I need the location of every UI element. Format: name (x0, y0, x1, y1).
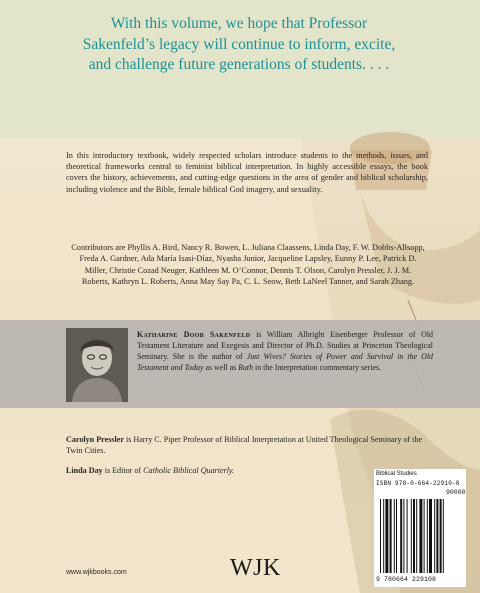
drop-letter: I (66, 151, 69, 160)
barcode-digits: 9 780664 229108 (376, 576, 437, 583)
barcode-category: Biblical Studies (376, 471, 417, 477)
bio-text-c: in the Interpretation commentary series. (253, 362, 381, 372)
quote-line-3: and challenge future generations of students. . . . (88, 56, 390, 73)
day-bio: is Editor of (102, 466, 144, 475)
bio-text-a: is William Albright Eisenberger Professor of Old Testament Literature and Exegesis and Director of Ph.D. Studies at Princeton Theological Seminary. She is the author of (137, 330, 433, 361)
author-photo (66, 328, 128, 402)
book-title-just-wives: Just Wives? Stories of Power and Survival in the Old Testament and Today (137, 351, 433, 372)
contributors-list: Contributors are Phyllis A. Bird, Nancy R. Bowen, L. Juliana Claassens, Linda Day, F. W. Dobbs-Allsopp, Freda A. Gardner, Ada María Isasi-Díaz, Nyasha Junior, Jacqueline Lapsley, Eunny P. Lee, Patrick D. Miller, Christie Cozad Neuger, Kathleen M. O’Connor, Dennis T. Olson, Carolyn Pressler, J. J. M. Roberts, Kathryn L. Roberts, Anna May Say Pa, C. L. Seow, Beth LaNeel Tanner, and Sarah Zhang. (71, 243, 425, 286)
pressler-name: Carolyn Pressler (66, 435, 124, 444)
price-code: 90000 (446, 489, 466, 496)
editor-day (66, 465, 366, 476)
barcode-bars (378, 499, 464, 575)
quote-line-2: Sakenfeld’s legacy will continue to inform, excite, (82, 35, 396, 53)
day-journal: Catholic Biblical Quarterly. (143, 466, 235, 475)
barcode-block (374, 469, 466, 587)
book-description (66, 150, 428, 195)
publisher-url[interactable]: www.wjkbooks.com (66, 569, 127, 576)
author-name: Katharine Doob Sakenfeld (137, 330, 251, 339)
pull-quote (34, 14, 444, 76)
bio-text-b: as well as (203, 362, 239, 372)
pressler-bio: is Harry C. Piper Professor of Biblical Interpretation at United Theological Seminary of the Twin Cities. (66, 435, 423, 455)
book-title-ruth: Ruth (238, 362, 254, 372)
isbn-text: ISBN 978-0-664-22910-8 (376, 480, 460, 487)
publisher-logo: WJK (230, 555, 281, 581)
author-portrait-image (66, 328, 128, 402)
editor-pressler (66, 434, 432, 456)
description-text: n this introductory textbook, widely respected scholars introduce students to the methods, issues, and theoretical frameworks central to feminist biblical interpretation. In highly accessible essays, the book covers the history, achievements, and cutting-edge questions in the area of gender and biblical scholarship, including violence and the Bible, female biblical God imagery, and sexuality. (66, 151, 428, 194)
day-name: Linda Day (66, 466, 103, 475)
quote-line-1: With this volume, we hope that Professor (110, 15, 368, 32)
author-bio (137, 330, 433, 374)
